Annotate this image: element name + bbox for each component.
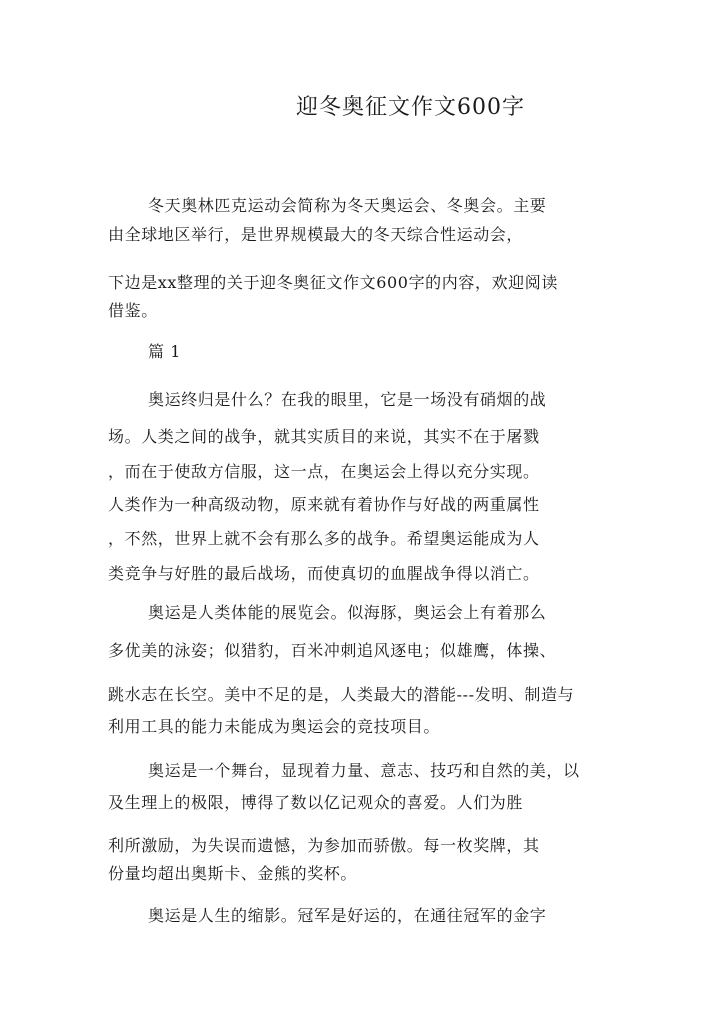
paragraph-line: 多优美的泳姿；似猎豹，百米冲刺追风逐电；似雄鹰，体操、	[108, 641, 557, 660]
paragraph-line: 奥运是人生的缩影。冠军是好运的，在通往冠军的金字	[148, 906, 547, 925]
paragraph-line: ，而在于使敌方信服，这一点，在奥运会上得以充分实现。	[108, 462, 540, 481]
paragraph-line: 奥运是一个舞台，显现着力量、意志、技巧和自然的美，以	[148, 761, 580, 780]
paragraph-line: 利所激励，为失误而遗憾，为参加而骄傲。每一枚奖牌，其	[108, 836, 540, 855]
paragraph-line: 下边是xx整理的关于迎冬奥征文作文600字的内容，欢迎阅读	[108, 273, 558, 292]
paragraph-line: ，不然，世界上就不会有那么多的战争。希望奥运能成为人	[108, 529, 540, 548]
paragraph-line: 类竞争与好胜的最后战场，而使真切的血腥战争得以消亡。	[108, 564, 540, 583]
paragraph-line: 奥运是人类体能的展览会。似海豚，奥运会上有着那么	[148, 603, 547, 622]
paragraph-line: 借鉴。	[108, 301, 158, 320]
paragraph-line: 冬天奥林匹克运动会简称为冬天奥运会、冬奥会。主要	[148, 196, 547, 215]
paragraph-line: 场。人类之间的战争，就其实质目的来说，其实不在于屠戮	[108, 427, 540, 446]
paragraph-line: 由全球地区举行，是世界规模最大的冬天综合性运动会，	[108, 225, 524, 244]
document-title: 迎冬奥征文作文600字	[296, 95, 525, 120]
paragraph-line: 人类作为一种高级动物，原来就有着协作与好战的两重属性	[108, 495, 540, 514]
paragraph-line: 跳水志在长空。美中不足的是，人类最大的潜能---发明、制造与	[108, 685, 575, 704]
paragraph-line: 奥运终归是什么？在我的眼里，它是一场没有硝烟的战	[148, 390, 547, 409]
paragraph-line: 及生理上的极限，博得了数以亿记观众的喜爱。人们为胜	[108, 793, 524, 812]
section-heading: 篇 1	[148, 342, 182, 361]
paragraph-line: 利用工具的能力未能成为奥运会的竞技项目。	[108, 717, 441, 736]
paragraph-line: 份量均超出奥斯卡、金熊的奖杯。	[108, 864, 358, 883]
